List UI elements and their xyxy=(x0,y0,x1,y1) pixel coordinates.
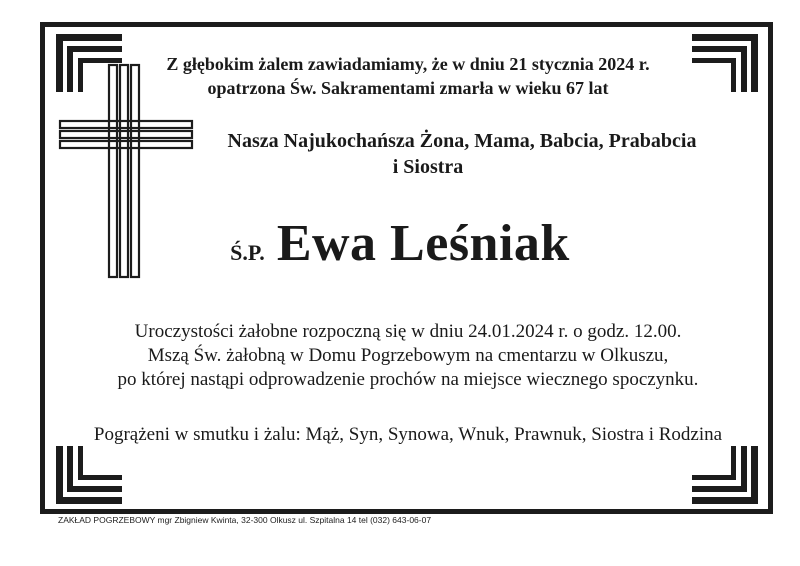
relation-line-1: Nasza Najukochańsza Żona, Mama, Babcia, Prababcia xyxy=(227,130,697,152)
relation-line-2: i Siostra xyxy=(392,156,464,178)
funeral-home-footer: ZAKŁAD POGRZEBOWY mgr Zbigniew Kwinta, 32-300 Olkusz ul. Szpitalna 14 tel (032) 643-06-07 xyxy=(58,515,432,525)
intro-line-2: opatrzona Św. Sakramentami zmarła w wieku 67 lat xyxy=(207,78,609,98)
ceremony-line-3: po której nastąpi odprowadzenie prochów na miejsce wiecznego spoczynku. xyxy=(117,369,699,390)
deceased-name: Ewa Leśniak xyxy=(276,215,570,272)
corner-ornament-bottom-right-icon xyxy=(692,442,758,504)
intro-line-1: Z głębokim żalem zawiadamiamy, że w dniu 21 stycznia 2024 r. xyxy=(166,54,650,74)
ceremony-line-1: Uroczystości żałobne rozpoczną się w dniu 24.01.2024 r. o godz. 12.00. xyxy=(134,321,682,342)
mourners-line: Pogrążeni w smutku i żalu: Mąż, Syn, Synowa, Wnuk, Prawnuk, Siostra i Rodzina xyxy=(93,424,723,445)
deceased-name-row xyxy=(0,214,800,273)
corner-ornament-bottom-left-icon xyxy=(56,442,122,504)
name-prefix: Ś.P. xyxy=(230,240,265,265)
ceremony-line-2: Mszą Św. żałobną w Domu Pogrzebowym na cmentarzu w Olkuszu, xyxy=(147,345,669,366)
